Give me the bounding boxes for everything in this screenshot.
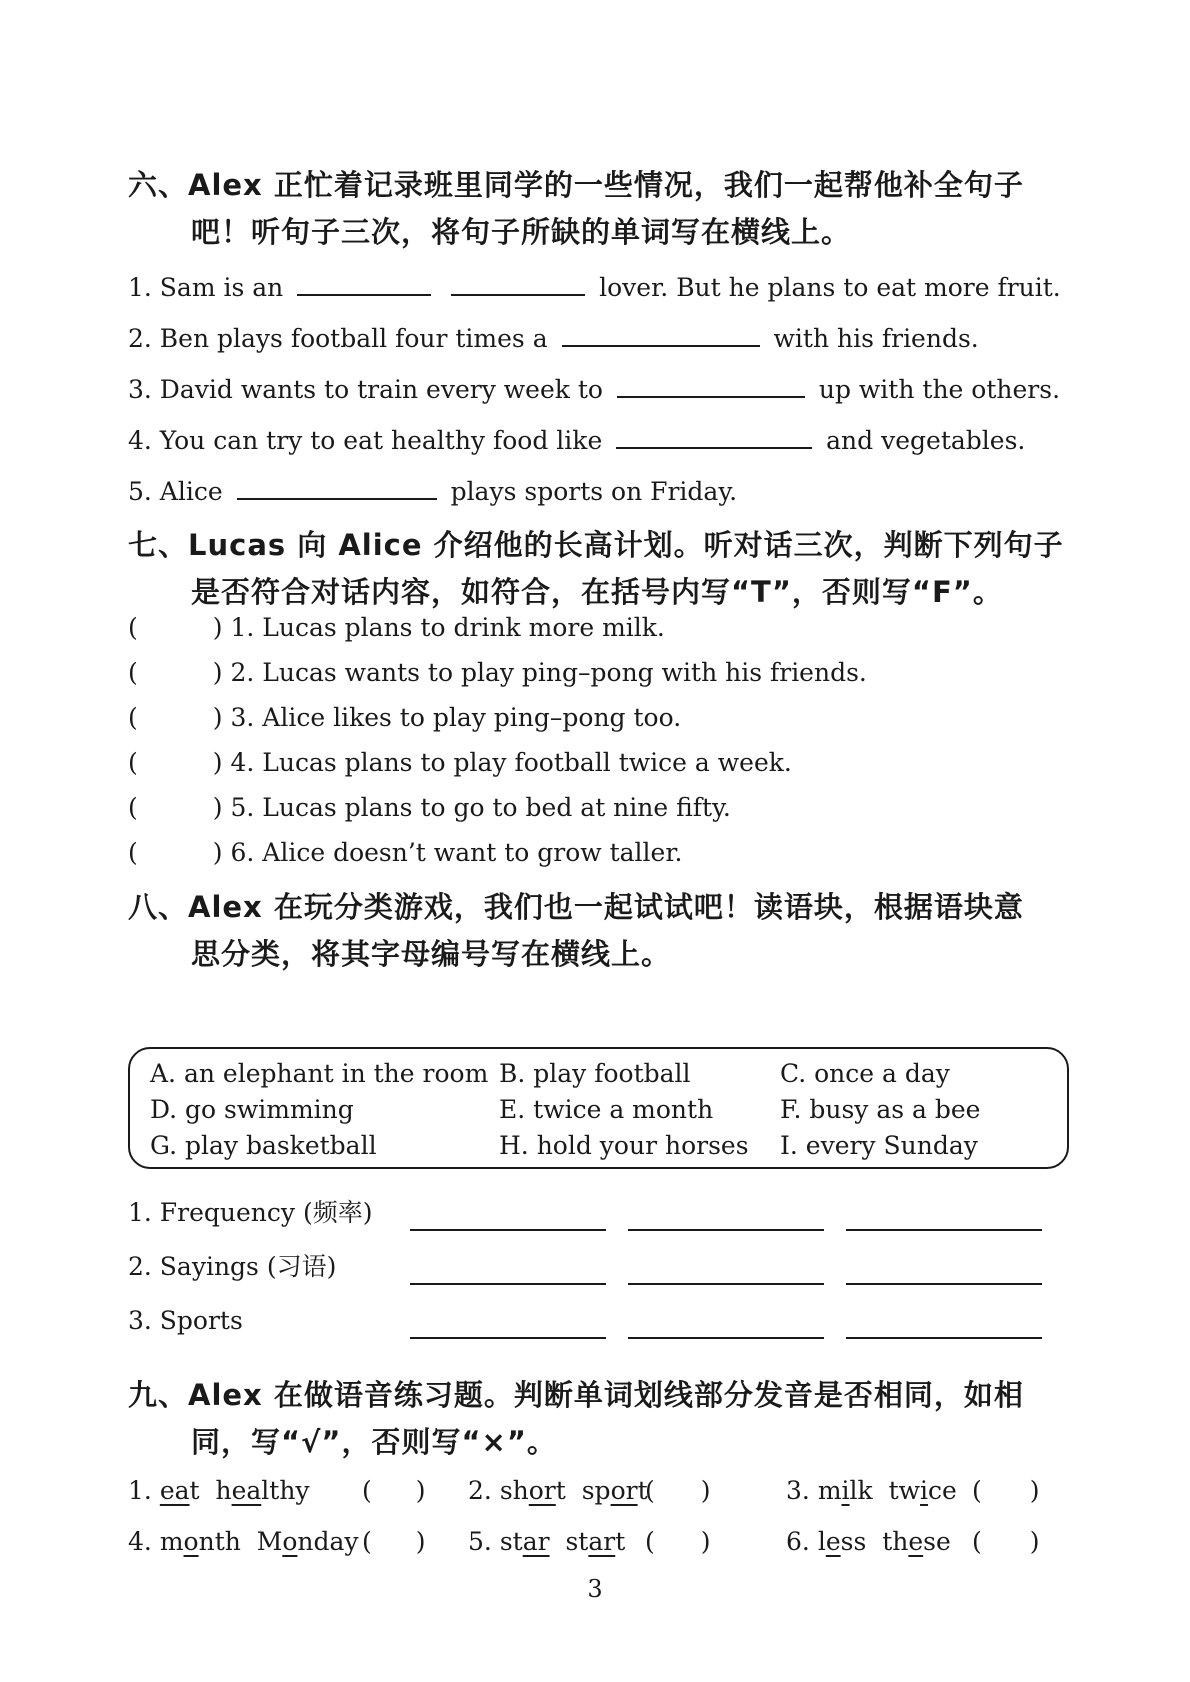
section-7-heading-line1: 七、Lucas 向 Alice 介绍他的长高计划。听对话三次，判断下列句子 <box>128 528 1064 562</box>
word: sport <box>581 1476 648 1505</box>
category-frequency: 1. Frequency (频率) <box>128 1198 373 1227</box>
word: milk <box>817 1476 873 1505</box>
answer-blank[interactable] <box>628 1229 824 1231</box>
paren-open: ( <box>128 703 138 732</box>
paren-close: ) <box>212 703 223 732</box>
answer-blank[interactable] <box>628 1283 824 1285</box>
section-8-heading <box>128 884 1080 978</box>
word: start <box>565 1527 626 1556</box>
item-number: 3. <box>786 1476 810 1505</box>
answer-blank[interactable] <box>616 423 812 449</box>
tf-item-5-text: 5. Lucas plans to go to bed at nine fifty. <box>230 793 731 822</box>
section-7-heading-line2: 是否符合对话内容，如符合，在括号内写“T”，否则写“F”。 <box>191 575 1003 609</box>
answer-blank[interactable] <box>237 474 437 500</box>
word: these <box>882 1527 951 1556</box>
word: month <box>159 1527 241 1556</box>
tf-item-6-text: 6. Alice doesn’t want to grow taller. <box>230 838 683 867</box>
fill-item-4-before: 4. You can try to eat healthy food like <box>128 426 603 455</box>
section-6-heading-line2: 吧！听句子三次，将句子所缺的单词写在横线上。 <box>191 215 852 249</box>
category-sayings: 2. Sayings (习语) <box>128 1252 337 1281</box>
option-f: F. busy as a bee <box>780 1095 981 1124</box>
word: twice <box>888 1476 957 1505</box>
tf-item-4-text: 4. Lucas plans to play football twice a week. <box>230 748 792 777</box>
paren-open: ( <box>128 748 138 777</box>
paren-open: ( <box>128 793 138 822</box>
section-6-heading-line1: 六、Alex 正忙着记录班里同学的一些情况，我们一起帮他补全句子 <box>128 168 1024 202</box>
page-number: 3 <box>587 1575 603 1603</box>
fill-item-2-after: with his friends. <box>773 324 979 353</box>
phonics-answer-1[interactable]: ( ) <box>362 1476 426 1505</box>
section-7-heading <box>128 522 1080 616</box>
phonics-item-4 <box>128 1526 359 1558</box>
tf-item-3 <box>128 702 681 734</box>
fill-item-1-before: 1. Sam is an <box>128 273 284 302</box>
phonics-item-5 <box>468 1526 625 1558</box>
fill-item-5 <box>128 474 737 508</box>
section-9-heading-line2: 同，写“√”，否则写“×”。 <box>191 1425 557 1459</box>
paren-open: ( <box>128 838 138 867</box>
tf-item-2 <box>128 657 867 689</box>
answer-blank[interactable] <box>846 1337 1042 1339</box>
tf-item-6 <box>128 837 682 869</box>
fill-item-2 <box>128 321 979 355</box>
option-c: C. once a day <box>780 1059 950 1088</box>
item-number: 5. <box>468 1527 492 1556</box>
fill-item-2-before: 2. Ben plays football four times a <box>128 324 548 353</box>
phonics-item-2 <box>468 1475 648 1507</box>
answer-blank[interactable] <box>410 1229 606 1231</box>
phonics-item-6 <box>786 1526 951 1558</box>
paren-close: ) <box>212 658 223 687</box>
section-9-heading-line1: 九、Alex 在做语音练习题。判断单词划线部分发音是否相同，如相 <box>128 1378 1024 1412</box>
fill-item-5-after: plays sports on Friday. <box>450 477 738 506</box>
item-number: 4. <box>128 1527 152 1556</box>
fill-item-3-after: up with the others. <box>818 375 1061 404</box>
section-6-heading <box>128 162 1080 256</box>
fill-item-1 <box>128 270 1061 304</box>
answer-blank[interactable] <box>628 1337 824 1339</box>
item-number: 2. <box>468 1476 492 1505</box>
fill-item-3 <box>128 372 1060 406</box>
phonics-answer-3[interactable]: ( ) <box>972 1476 1040 1505</box>
phonics-answer-4[interactable]: ( ) <box>362 1527 426 1556</box>
tf-item-1-text: 1. Lucas plans to drink more milk. <box>230 613 665 642</box>
paren-close: ) <box>212 613 223 642</box>
paren-close: ) <box>212 748 223 777</box>
options-box <box>128 1047 1069 1169</box>
option-a: A. an elephant in the room <box>150 1059 489 1088</box>
answer-blank[interactable] <box>846 1229 1042 1231</box>
phonics-item-3 <box>786 1475 957 1507</box>
option-e: E. twice a month <box>499 1095 714 1124</box>
phonics-item-1 <box>128 1475 310 1507</box>
option-h: H. hold your horses <box>499 1131 749 1160</box>
section-9-heading <box>128 1372 1080 1466</box>
item-number: 1. <box>128 1476 152 1505</box>
item-number: 6. <box>786 1527 810 1556</box>
paren-close: ) <box>212 838 223 867</box>
answer-blank[interactable] <box>410 1337 606 1339</box>
paren-open: ( <box>128 658 138 687</box>
word: Monday <box>256 1527 359 1556</box>
tf-item-5 <box>128 792 731 824</box>
fill-item-5-before: 5. Alice <box>128 477 223 506</box>
option-g: G. play basketball <box>150 1131 377 1160</box>
word: short <box>499 1476 566 1505</box>
answer-blank[interactable] <box>562 321 760 347</box>
phonics-answer-2[interactable]: ( ) <box>645 1476 711 1505</box>
phonics-answer-5[interactable]: ( ) <box>645 1527 711 1556</box>
answer-blank[interactable] <box>297 270 431 296</box>
fill-item-1-after: lover. But he plans to eat more fruit. <box>599 273 1061 302</box>
word: less <box>817 1527 867 1556</box>
paren-close: ) <box>212 793 223 822</box>
word: eat <box>159 1476 200 1505</box>
word: star <box>499 1527 550 1556</box>
answer-blank[interactable] <box>617 372 805 398</box>
answer-blank[interactable] <box>451 270 585 296</box>
option-d: D. go swimming <box>150 1095 354 1124</box>
answer-blank[interactable] <box>410 1283 606 1285</box>
option-b: B. play football <box>499 1059 691 1088</box>
phonics-answer-6[interactable]: ( ) <box>972 1527 1040 1556</box>
tf-item-2-text: 2. Lucas wants to play ping–pong with his friends. <box>230 658 867 687</box>
answer-blank[interactable] <box>846 1283 1042 1285</box>
word: healthy <box>215 1476 310 1505</box>
tf-item-1 <box>128 612 665 644</box>
category-sports: 3. Sports <box>128 1306 243 1335</box>
paren-open: ( <box>128 613 138 642</box>
section-8-heading-line1: 八、Alex 在玩分类游戏，我们也一起试试吧！读语块，根据语块意 <box>128 890 1024 924</box>
fill-item-4 <box>128 423 1025 457</box>
tf-item-4 <box>128 747 792 779</box>
fill-item-3-before: 3. David wants to train every week to <box>128 375 603 404</box>
section-8-heading-line2: 思分类，将其字母编号写在横线上。 <box>191 937 672 971</box>
option-i: I. every Sunday <box>780 1131 978 1160</box>
fill-item-4-after: and vegetables. <box>826 426 1026 455</box>
tf-item-3-text: 3. Alice likes to play ping–pong too. <box>230 703 682 732</box>
